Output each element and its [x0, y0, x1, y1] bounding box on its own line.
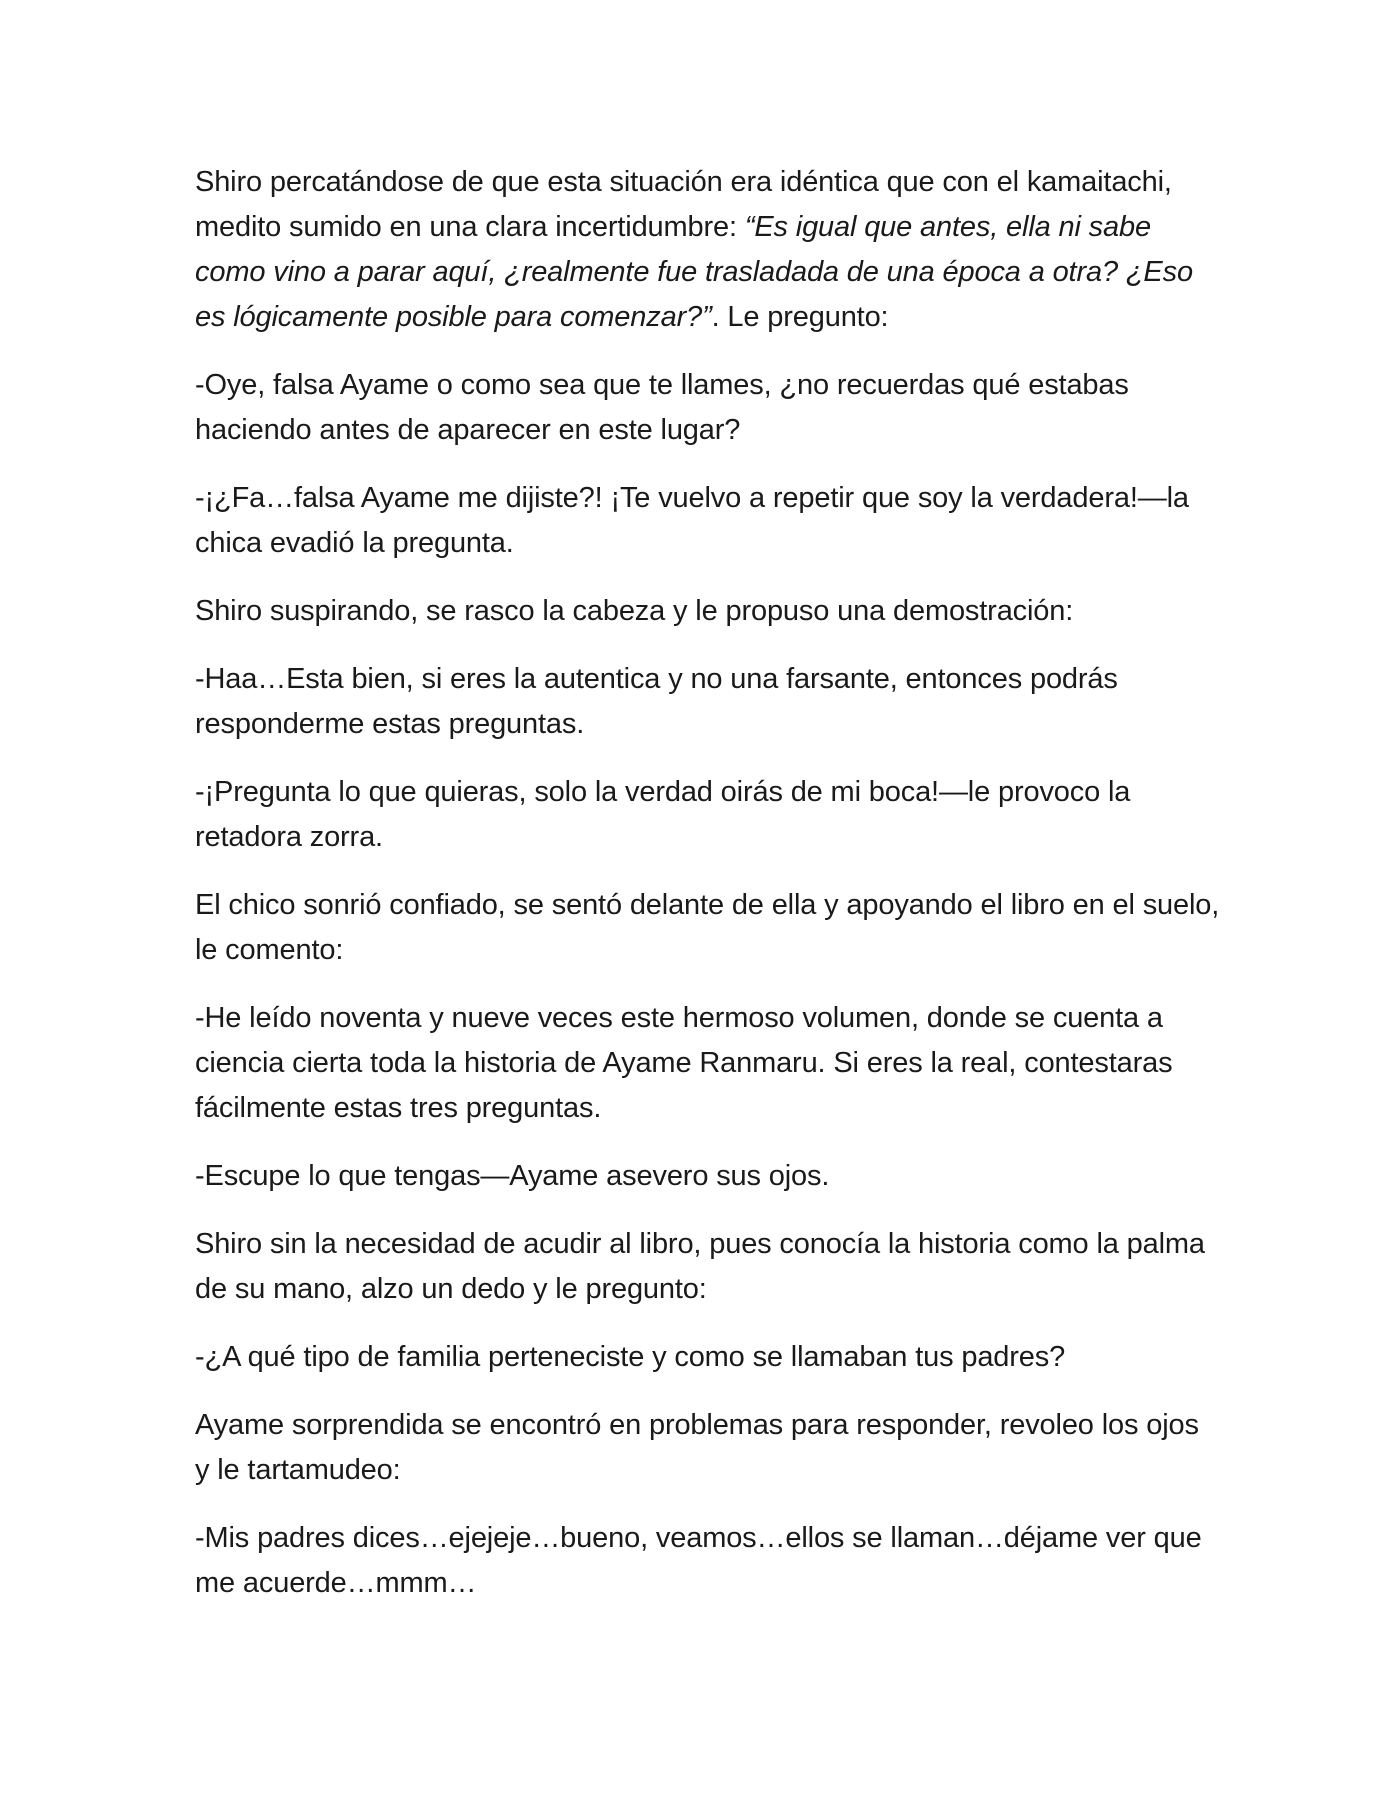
paragraph-1-text-end: . Le pregunto:	[711, 301, 889, 333]
paragraph-6-text: -¡Pregunta lo que quieras, solo la verdad oirás de mi boca!—le provoco la retadora zorra.	[195, 776, 1131, 853]
paragraph-5	[195, 657, 1220, 747]
paragraph-11-text: -¿A qué tipo de familia perteneciste y como se llamaban tus padres?	[195, 1341, 1066, 1373]
paragraph-8-text: -He leído noventa y nueve veces este hermoso volumen, donde se cuenta a ciencia cierta toda la historia de Ayame Ranmaru. Si eres la real, contestaras fácilmente estas tres preguntas.	[195, 1002, 1173, 1124]
paragraph-7-text: El chico sonrió confiado, se sentó delante de ella y apoyando el libro en el suelo, le comento:	[195, 889, 1220, 966]
paragraph-4-text: Shiro suspirando, se rasco la cabeza y le propuso una demostración:	[195, 595, 1074, 627]
paragraph-5-text: -Haa…Esta bien, si eres la autentica y no una farsante, entonces podrás responderme estas preguntas.	[195, 663, 1118, 740]
paragraph-12-text: Ayame sorprendida se encontró en problemas para responder, revoleo los ojos y le tartamudeo:	[195, 1409, 1199, 1486]
paragraph-13	[195, 1516, 1220, 1606]
paragraph-7	[195, 883, 1220, 973]
paragraph-4	[195, 589, 1220, 634]
paragraph-1-text: Shiro percatándose de que esta situación era idéntica que con el kamaitachi, medito sumido en una clara incertidumbre:	[195, 166, 1172, 243]
paragraph-13-text: -Mis padres dices…ejejeje…bueno, veamos…ellos se llaman…déjame ver que me acuerde…mmm…	[195, 1522, 1202, 1599]
paragraph-2	[195, 363, 1220, 453]
paragraph-2-text: -Oye, falsa Ayame o como sea que te llames, ¿no recuerdas qué estabas haciendo antes de aparecer en este lugar?	[195, 369, 1129, 446]
paragraph-1-italic-thought: “Es igual que antes, ella ni sabe como vino a parar aquí, ¿realmente fue trasladada de una época a otra? ¿Eso es lógicamente posible para comenzar?”	[195, 211, 1193, 333]
paragraph-12	[195, 1403, 1220, 1493]
paragraph-9-text: -Escupe lo que tengas—Ayame asevero sus ojos.	[195, 1160, 830, 1192]
paragraph-10	[195, 1222, 1220, 1312]
document-body	[195, 160, 1220, 1629]
paragraph-1	[195, 160, 1220, 340]
paragraph-8	[195, 996, 1220, 1131]
paragraph-9	[195, 1154, 1220, 1199]
paragraph-3-text: -¡¿Fa…falsa Ayame me dijiste?! ¡Te vuelvo a repetir que soy la verdadera!—la chica evadió la pregunta.	[195, 482, 1189, 559]
paragraph-10-text: Shiro sin la necesidad de acudir al libro, pues conocía la historia como la palma de su mano, alzo un dedo y le pregunto:	[195, 1228, 1205, 1305]
paragraph-6	[195, 770, 1220, 860]
paragraph-3	[195, 476, 1220, 566]
paragraph-11	[195, 1335, 1220, 1380]
